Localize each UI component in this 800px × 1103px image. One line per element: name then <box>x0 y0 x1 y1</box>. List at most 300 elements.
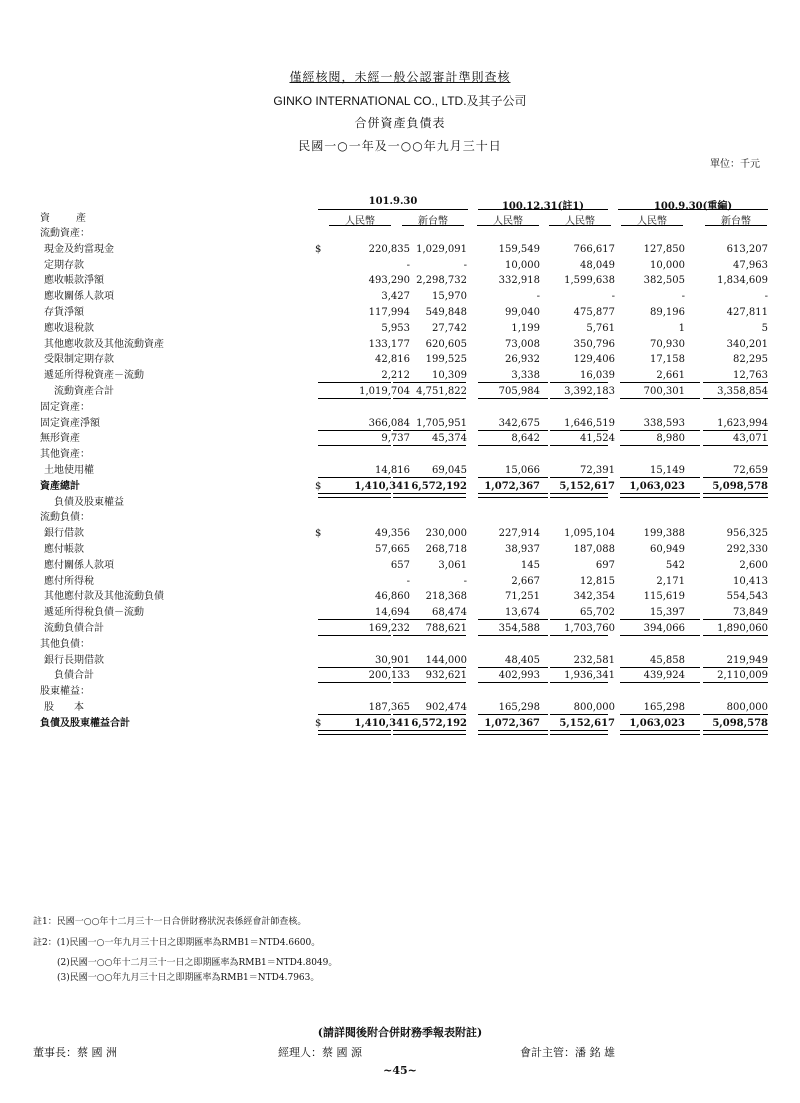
row-value: 5,098,578 <box>712 717 768 729</box>
row-value: 268,718 <box>425 544 467 555</box>
row-value: 6,572,192 <box>411 480 467 492</box>
row-value: 2,298,732 <box>416 275 467 287</box>
row-label: 定期存款 <box>44 259 84 271</box>
row-value: 1,072,367 <box>484 480 540 492</box>
row-label: 受限制定期存款 <box>44 354 114 366</box>
row-value: 42,816 <box>375 354 410 366</box>
row-value: 800,000 <box>573 702 615 713</box>
table-row <box>0 385 800 399</box>
row-label: 銀行借款 <box>44 528 84 540</box>
table-row <box>0 322 800 336</box>
underline <box>318 477 391 478</box>
unit-label: 單位：千元 <box>710 159 760 170</box>
underline <box>550 619 608 620</box>
double-underline <box>393 730 466 735</box>
row-value: 5,098,578 <box>712 480 768 492</box>
period-rule-2 <box>478 209 608 210</box>
row-value: - <box>611 291 615 303</box>
underline <box>703 635 768 636</box>
row-value: 187,088 <box>573 544 615 555</box>
row-value: 1,063,023 <box>629 717 685 729</box>
row-value: 145 <box>520 559 540 571</box>
row-value: 200,133 <box>368 670 410 682</box>
period-header-3: 100.9.30(重編) <box>653 201 733 212</box>
underline <box>478 619 548 620</box>
table-row <box>0 306 800 320</box>
note-1: 註1：民國一○○年十二月三十一日合併財務狀況表係經會計師查核。 <box>33 917 307 927</box>
underline <box>393 682 466 683</box>
row-value: 232,581 <box>573 654 615 666</box>
company-name: GINKO INTERNATIONAL CO., LTD.及其子公司 <box>273 94 527 108</box>
underline <box>393 714 466 715</box>
double-underline <box>620 730 700 735</box>
table-row <box>0 606 800 620</box>
row-label: 遞延所得稅負債－流動 <box>44 607 144 619</box>
row-value: 12,763 <box>733 370 768 382</box>
row-value: 340,201 <box>726 338 768 350</box>
table-row <box>0 511 800 525</box>
table-row <box>0 654 800 668</box>
row-value: 72,659 <box>733 465 768 476</box>
row-value: 402,993 <box>498 670 540 682</box>
underline <box>620 430 700 431</box>
row-value: 2,600 <box>739 559 768 571</box>
row-value: 99,040 <box>505 307 540 318</box>
row-value: 1,019,704 <box>359 386 410 397</box>
row-value: - <box>536 291 540 303</box>
row-value: 2,661 <box>656 370 685 382</box>
row-value: 2,667 <box>511 575 540 587</box>
row-label: 存貨淨額 <box>44 307 84 318</box>
underline <box>703 398 768 399</box>
underline <box>393 477 466 478</box>
underline <box>478 398 548 399</box>
row-value: 38,937 <box>505 544 540 555</box>
row-value: 89,196 <box>650 307 685 318</box>
underline <box>478 445 548 446</box>
underline <box>393 619 466 620</box>
row-value: 49,356 <box>375 528 410 540</box>
row-value: 68,474 <box>432 607 467 619</box>
period-rule-3 <box>618 209 768 210</box>
row-value: 697 <box>595 559 615 571</box>
row-value: 1,063,023 <box>629 480 685 492</box>
table-row <box>0 432 800 446</box>
row-value: 1,599,638 <box>564 275 615 287</box>
row-value: 15,149 <box>650 465 685 476</box>
row-value: 219,949 <box>726 654 768 666</box>
table-row <box>0 590 800 604</box>
row-label: 股 本 <box>44 702 84 713</box>
double-underline <box>478 730 548 735</box>
row-value: 30,901 <box>375 654 410 666</box>
row-value: 127,850 <box>643 243 685 255</box>
period-rule-1 <box>318 209 468 210</box>
row-value: - <box>463 259 467 271</box>
attached-note: (請詳閱後附合併財務季報表附註) <box>317 1026 483 1039</box>
row-value: 10,000 <box>505 259 540 271</box>
row-value: 3,338 <box>511 370 540 382</box>
row-value: 1,410,341 <box>354 717 410 729</box>
table-row <box>0 701 800 715</box>
row-label: 銀行長期借款 <box>44 654 104 666</box>
row-value: 15,066 <box>505 465 540 476</box>
row-value: 129,406 <box>573 354 615 366</box>
row-value: 82,295 <box>733 354 768 366</box>
underline <box>550 714 608 715</box>
double-underline <box>703 730 768 735</box>
table-row <box>0 290 800 304</box>
row-label: 負債及股東權益合計 <box>40 717 130 729</box>
underline <box>703 619 768 620</box>
underline <box>550 635 608 636</box>
underline <box>550 398 608 399</box>
row-label: 流動負債： <box>40 512 90 524</box>
table-row <box>0 417 800 431</box>
underline <box>620 682 700 683</box>
underline <box>393 382 466 383</box>
row-value: 2,110,009 <box>717 670 768 682</box>
double-underline <box>318 730 391 735</box>
period-header-1: 101.9.30 <box>368 196 418 207</box>
underline <box>620 667 700 668</box>
table-row <box>0 496 800 510</box>
row-value: 17,158 <box>650 354 685 366</box>
row-value: 6,572,192 <box>411 717 467 729</box>
row-value: 427,811 <box>726 307 768 318</box>
underline <box>620 619 700 620</box>
underline <box>478 714 548 715</box>
row-label: 其他應付款及其他流動負債 <box>44 591 164 603</box>
row-value: 700,301 <box>643 386 685 397</box>
row-value: 115,619 <box>643 591 685 603</box>
underline <box>318 619 391 620</box>
row-label: 其他應收款及其他流動資產 <box>44 338 164 350</box>
row-label: 應收關係人款項 <box>44 291 114 303</box>
row-value: 10,413 <box>733 575 768 587</box>
row-value: 1,646,519 <box>564 417 615 429</box>
underline <box>318 382 391 383</box>
row-value: 73,849 <box>733 607 768 619</box>
row-value: 4,751,822 <box>416 386 467 397</box>
underline <box>620 477 700 478</box>
underline <box>393 398 466 399</box>
period-header-2: 100.12.31(註1) <box>501 201 585 212</box>
currency-sign: $ <box>315 480 322 492</box>
row-label: 現金及約當現金 <box>44 243 114 255</box>
row-value: 1,199 <box>511 322 540 334</box>
row-value: 70,930 <box>650 338 685 350</box>
table-row <box>0 638 800 652</box>
currency-header-2: 新台幣 <box>418 216 448 227</box>
row-value: 613,207 <box>726 243 768 255</box>
row-value: 5 <box>761 322 768 334</box>
row-value: 144,000 <box>425 654 467 666</box>
row-label: 應收帳款淨額 <box>44 275 104 287</box>
row-label: 固定資產： <box>40 401 90 413</box>
row-value: 12,815 <box>580 575 615 587</box>
row-value: 475,877 <box>573 307 615 318</box>
table-row <box>0 338 800 352</box>
row-value: 5,152,617 <box>559 480 615 492</box>
row-value: 3,061 <box>438 559 467 571</box>
chairman-signature: 董事長：蔡 國 洲 <box>33 1046 117 1059</box>
row-value: 218,368 <box>425 591 467 603</box>
row-value: - <box>463 575 467 587</box>
row-label: 無形資產 <box>40 433 80 445</box>
underline <box>393 445 466 446</box>
underline <box>550 430 608 431</box>
row-value: 16,039 <box>580 370 615 382</box>
table-row <box>0 575 800 589</box>
underline <box>550 382 608 383</box>
row-value: 14,816 <box>375 465 410 476</box>
row-value: 1,936,341 <box>564 670 615 682</box>
row-value: 1,890,060 <box>717 623 768 634</box>
row-value: 3,427 <box>381 291 410 303</box>
row-value: 1,095,104 <box>564 528 615 540</box>
row-value: 932,621 <box>425 670 467 682</box>
row-value: 1,834,609 <box>717 275 768 287</box>
row-label: 流動負債合計 <box>44 623 104 634</box>
underline <box>550 445 608 446</box>
row-value: 800,000 <box>726 702 768 713</box>
row-value: 10,309 <box>432 370 467 382</box>
row-value: 5,953 <box>381 322 410 334</box>
row-value: 1,623,994 <box>717 417 768 429</box>
row-value: - <box>406 259 410 271</box>
currency-sign: $ <box>315 717 322 729</box>
page-number: ~45~ <box>383 1064 417 1077</box>
row-value: 14,694 <box>375 607 410 619</box>
underline <box>620 445 700 446</box>
row-value: 542 <box>665 559 685 571</box>
row-value: 338,593 <box>643 417 685 429</box>
table-row <box>0 669 800 683</box>
table-row <box>0 227 800 241</box>
row-value: 1,410,341 <box>354 480 410 492</box>
row-label: 應付帳款 <box>44 544 84 555</box>
row-value: 366,084 <box>368 417 410 429</box>
row-value: 45,374 <box>432 433 467 445</box>
note-3: (2)民國一○○年十二月三十一日之即期匯率為RMB1＝NTD4.8049。 <box>57 958 338 968</box>
underline <box>620 635 700 636</box>
row-label: 應付關係人款項 <box>44 559 114 571</box>
row-label: 股東權益： <box>40 686 90 698</box>
row-value: 69,045 <box>432 465 467 476</box>
row-label: 應付所得稅 <box>44 575 94 587</box>
underline <box>550 682 608 683</box>
row-value: 292,330 <box>726 544 768 555</box>
row-value: 2,212 <box>381 370 410 382</box>
row-value: 1,072,367 <box>484 717 540 729</box>
row-value: 133,177 <box>368 338 410 350</box>
underline <box>478 382 548 383</box>
table-row <box>0 622 800 636</box>
currency-header-3: 人民幣 <box>493 216 523 227</box>
row-value: 766,617 <box>573 243 615 255</box>
assets-header-row <box>0 212 800 226</box>
row-value: 354,588 <box>498 623 540 634</box>
row-label: 其他負債： <box>40 638 90 650</box>
underline <box>703 714 768 715</box>
underline <box>318 635 391 636</box>
row-label: 資產總計 <box>40 480 80 492</box>
row-value: 199,525 <box>425 354 467 366</box>
row-value: 332,918 <box>498 275 540 287</box>
note-2: 註2：(1)民國一○一年九月三十日之即期匯率為RMB1＝NTD4.6600。 <box>33 938 321 948</box>
row-value: 439,924 <box>643 670 685 682</box>
row-label: 其他資產： <box>40 449 90 461</box>
row-value: 1 <box>678 322 685 334</box>
row-value: 117,994 <box>368 307 410 318</box>
table-row <box>0 717 800 731</box>
table-row <box>0 448 800 462</box>
row-value: 1,705,951 <box>416 417 467 429</box>
row-value: 230,000 <box>425 528 467 540</box>
row-value: 2,171 <box>656 575 685 587</box>
row-value: 342,354 <box>573 591 615 603</box>
row-value: 788,621 <box>425 623 467 634</box>
row-value: 41,524 <box>580 433 615 445</box>
row-label: 遞延所得稅資產－流動 <box>44 370 144 382</box>
underline <box>550 667 608 668</box>
row-value: 199,388 <box>643 528 685 540</box>
row-value: 220,835 <box>368 243 410 255</box>
underline <box>393 635 466 636</box>
row-value: 1,029,091 <box>416 243 467 255</box>
row-value: 8,980 <box>656 433 685 445</box>
row-value: 47,963 <box>733 259 768 271</box>
underline <box>478 667 548 668</box>
row-value: - <box>406 575 410 587</box>
table-row <box>0 274 800 288</box>
underline <box>550 477 608 478</box>
row-value: 554,543 <box>726 591 768 603</box>
row-value: 342,675 <box>498 417 540 429</box>
row-value: - <box>681 291 685 303</box>
row-value: 3,392,183 <box>564 386 615 397</box>
underline <box>620 382 700 383</box>
currency-header-4: 人民幣 <box>565 216 595 227</box>
table-row <box>0 685 800 699</box>
row-value: 48,049 <box>580 259 615 271</box>
table-row <box>0 527 800 541</box>
underline <box>478 477 548 478</box>
row-value: 72,391 <box>580 465 615 476</box>
row-value: 350,796 <box>573 338 615 350</box>
accountant-signature: 會計主管：潘 銘 雄 <box>520 1046 615 1059</box>
row-value: 3,358,854 <box>717 386 768 397</box>
underline <box>393 430 466 431</box>
row-value: 169,232 <box>368 623 410 634</box>
row-value: 10,000 <box>650 259 685 271</box>
underline <box>703 477 768 478</box>
row-value: 187,365 <box>368 702 410 713</box>
row-value: 382,505 <box>643 275 685 287</box>
underline <box>318 682 391 683</box>
table-row <box>0 401 800 415</box>
row-value: 493,290 <box>368 275 410 287</box>
underline <box>703 667 768 668</box>
currency-header-5: 人民幣 <box>637 216 667 227</box>
row-value: 45,858 <box>650 654 685 666</box>
row-value: 705,984 <box>498 386 540 397</box>
statement-title: 合併資產負債表 <box>354 116 446 130</box>
row-value: 71,251 <box>505 591 540 603</box>
row-value: 165,298 <box>643 702 685 713</box>
row-value: - <box>764 291 768 303</box>
underline <box>703 430 768 431</box>
currency-sign: $ <box>315 243 322 255</box>
manager-signature: 經理人：蔡 國 源 <box>278 1046 362 1059</box>
row-label: 流動資產合計 <box>54 386 114 397</box>
row-value: 956,325 <box>726 528 768 540</box>
currency-sign: $ <box>315 528 322 540</box>
row-value: 902,474 <box>425 702 467 713</box>
row-value: 26,932 <box>505 354 540 366</box>
row-label: 負債合計 <box>54 670 94 682</box>
currency-header-1: 人民幣 <box>345 216 375 227</box>
row-value: 227,914 <box>498 528 540 540</box>
underline <box>318 667 391 668</box>
row-label: 應收退稅款 <box>44 322 94 334</box>
underline <box>318 398 391 399</box>
note-4: (3)民國一○○年九月三十日之即期匯率為RMB1＝NTD4.7963。 <box>57 973 320 983</box>
table-row <box>0 353 800 367</box>
assets-header: 資 產 <box>40 213 88 224</box>
underline <box>318 445 391 446</box>
underline <box>478 635 548 636</box>
row-value: 65,702 <box>580 607 615 619</box>
table-row <box>0 480 800 494</box>
double-underline <box>550 730 608 735</box>
table-row <box>0 464 800 478</box>
row-value: 5,152,617 <box>559 717 615 729</box>
row-value: 57,665 <box>375 544 410 555</box>
underline <box>318 714 391 715</box>
row-label: 負債及股東權益 <box>54 496 124 508</box>
row-value: 15,970 <box>432 291 467 303</box>
row-value: 1,703,760 <box>564 623 615 634</box>
table-row <box>0 559 800 573</box>
row-value: 48,405 <box>505 654 540 666</box>
row-value: 15,397 <box>650 607 685 619</box>
table-row <box>0 543 800 557</box>
underline <box>318 430 391 431</box>
underline <box>703 682 768 683</box>
table-row <box>0 259 800 273</box>
underline <box>478 682 548 683</box>
row-label: 土地使用權 <box>44 465 94 476</box>
row-value: 27,742 <box>432 322 467 334</box>
row-value: 43,071 <box>733 433 768 445</box>
row-value: 5,761 <box>586 322 615 334</box>
row-value: 60,949 <box>650 544 685 555</box>
table-row <box>0 243 800 257</box>
row-value: 165,298 <box>498 702 540 713</box>
underline <box>703 382 768 383</box>
table-row <box>0 369 800 383</box>
row-value: 394,066 <box>643 623 685 634</box>
row-value: 657 <box>390 559 410 571</box>
row-value: 8,642 <box>511 433 540 445</box>
row-label: 固定資產淨額 <box>40 417 100 429</box>
underline <box>620 398 700 399</box>
currency-header-6: 新台幣 <box>721 216 751 227</box>
statement-date: 民國一○一年及一○○年九月三十日 <box>298 139 502 153</box>
underline <box>393 667 466 668</box>
